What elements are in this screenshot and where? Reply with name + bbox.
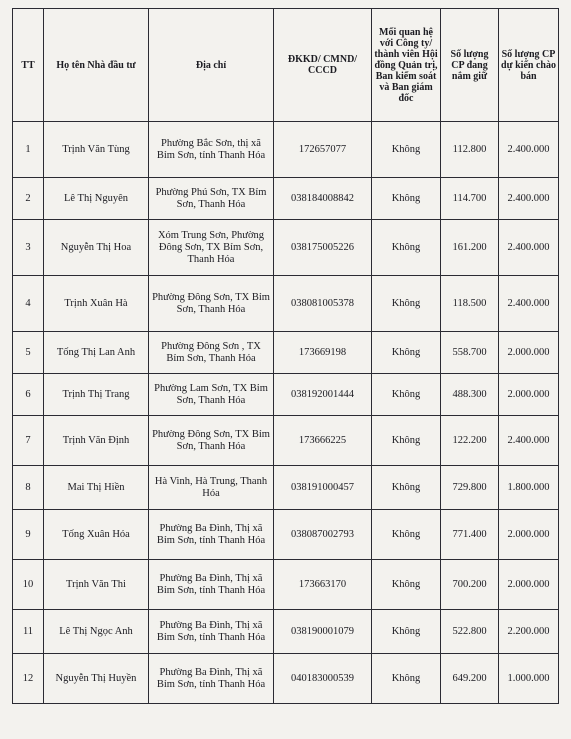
investor-name: Trịnh Văn Thi bbox=[44, 560, 149, 610]
id-number: 173663170 bbox=[274, 560, 372, 610]
relation: Không bbox=[372, 510, 441, 560]
investor-address: Phường Lam Sơn, TX Bỉm Sơn, Thanh Hóa bbox=[149, 374, 274, 416]
id-number: 040183000539 bbox=[274, 654, 372, 704]
row-number: 11 bbox=[13, 610, 44, 654]
shares-held: 700.200 bbox=[441, 560, 499, 610]
table-row bbox=[13, 276, 559, 332]
shares-offered: 2.000.000 bbox=[499, 510, 559, 560]
investor-name: Trịnh Thị Trang bbox=[44, 374, 149, 416]
table-header-row bbox=[13, 9, 559, 122]
shares-offered: 2.200.000 bbox=[499, 610, 559, 654]
investor-address: Phường Ba Đình, Thị xã Bỉm Sơn, tỉnh Thanh Hóa bbox=[149, 654, 274, 704]
header-relation: Mối quan hệ với Công ty/ thành viên Hội đồng Quản trị, Ban kiểm soát và Ban giám đốc bbox=[372, 9, 441, 122]
investor-address: Phường Đông Sơn, TX Bỉm Sơn, Thanh Hóa bbox=[149, 276, 274, 332]
id-number: 172657077 bbox=[274, 122, 372, 178]
shares-offered: 1.000.000 bbox=[499, 654, 559, 704]
table-row bbox=[13, 220, 559, 276]
table-row bbox=[13, 560, 559, 610]
shares-held: 558.700 bbox=[441, 332, 499, 374]
table-row bbox=[13, 466, 559, 510]
investor-address: Phường Bắc Sơn, thị xã Bỉm Sơn, tỉnh Thanh Hóa bbox=[149, 122, 274, 178]
table-row bbox=[13, 374, 559, 416]
investor-address: Phường Ba Đình, Thị xã Bỉm Sơn, tỉnh Thanh Hóa bbox=[149, 510, 274, 560]
shares-offered: 2.400.000 bbox=[499, 178, 559, 220]
investor-name: Trịnh Văn Định bbox=[44, 416, 149, 466]
shares-offered: 2.400.000 bbox=[499, 122, 559, 178]
investor-name: Mai Thị Hiền bbox=[44, 466, 149, 510]
relation: Không bbox=[372, 560, 441, 610]
shares-offered: 2.000.000 bbox=[499, 332, 559, 374]
investor-name: Nguyễn Thị Hoa bbox=[44, 220, 149, 276]
investor-address: Phường Phú Sơn, TX Bỉm Sơn, Thanh Hóa bbox=[149, 178, 274, 220]
investor-address: Phường Đông Sơn, TX Bỉm Sơn, Thanh Hóa bbox=[149, 416, 274, 466]
row-number: 7 bbox=[13, 416, 44, 466]
shares-held: 729.800 bbox=[441, 466, 499, 510]
shares-held: 649.200 bbox=[441, 654, 499, 704]
investor-address: Hà Vinh, Hà Trung, Thanh Hóa bbox=[149, 466, 274, 510]
relation: Không bbox=[372, 610, 441, 654]
relation: Không bbox=[372, 178, 441, 220]
relation: Không bbox=[372, 654, 441, 704]
investor-table bbox=[12, 8, 559, 704]
table-row bbox=[13, 416, 559, 466]
investor-address: Phường Ba Đình, Thị xã Bỉm Sơn, tỉnh Thanh Hóa bbox=[149, 560, 274, 610]
investor-name: Trịnh Xuân Hà bbox=[44, 276, 149, 332]
shares-offered: 2.000.000 bbox=[499, 374, 559, 416]
table-row bbox=[13, 654, 559, 704]
id-number: 038184008842 bbox=[274, 178, 372, 220]
id-number: 173666225 bbox=[274, 416, 372, 466]
shares-offered: 2.400.000 bbox=[499, 276, 559, 332]
header-tt: TT bbox=[13, 9, 44, 122]
id-number: 038087002793 bbox=[274, 510, 372, 560]
row-number: 2 bbox=[13, 178, 44, 220]
shares-held: 161.200 bbox=[441, 220, 499, 276]
table-row bbox=[13, 510, 559, 560]
table-row bbox=[13, 122, 559, 178]
shares-offered: 2.400.000 bbox=[499, 416, 559, 466]
investor-name: Nguyễn Thị Huyền bbox=[44, 654, 149, 704]
relation: Không bbox=[372, 220, 441, 276]
header-shares-held: Số lượng CP đang nắm giữ bbox=[441, 9, 499, 122]
row-number: 12 bbox=[13, 654, 44, 704]
relation: Không bbox=[372, 416, 441, 466]
header-address: Địa chỉ bbox=[149, 9, 274, 122]
shares-held: 114.700 bbox=[441, 178, 499, 220]
relation: Không bbox=[372, 466, 441, 510]
shares-held: 488.300 bbox=[441, 374, 499, 416]
shares-held: 522.800 bbox=[441, 610, 499, 654]
row-number: 1 bbox=[13, 122, 44, 178]
shares-held: 118.500 bbox=[441, 276, 499, 332]
relation: Không bbox=[372, 332, 441, 374]
id-number: 038190001079 bbox=[274, 610, 372, 654]
row-number: 3 bbox=[13, 220, 44, 276]
investor-name: Lê Thị Nguyên bbox=[44, 178, 149, 220]
id-number: 038191000457 bbox=[274, 466, 372, 510]
table-row bbox=[13, 610, 559, 654]
header-id: ĐKKD/ CMND/ CCCD bbox=[274, 9, 372, 122]
row-number: 5 bbox=[13, 332, 44, 374]
id-number: 038192001444 bbox=[274, 374, 372, 416]
shares-held: 771.400 bbox=[441, 510, 499, 560]
investor-address: Xóm Trung Sơn, Phường Đông Sơn, TX Bỉm Sơn, Thanh Hóa bbox=[149, 220, 274, 276]
id-number: 038175005226 bbox=[274, 220, 372, 276]
relation: Không bbox=[372, 276, 441, 332]
investor-name: Tống Xuân Hóa bbox=[44, 510, 149, 560]
shares-held: 122.200 bbox=[441, 416, 499, 466]
relation: Không bbox=[372, 374, 441, 416]
table-row bbox=[13, 178, 559, 220]
investor-name: Lê Thị Ngọc Anh bbox=[44, 610, 149, 654]
row-number: 10 bbox=[13, 560, 44, 610]
investor-address: Phường Ba Đình, Thị xã Bỉm Sơn, tỉnh Thanh Hóa bbox=[149, 610, 274, 654]
investor-name: Trịnh Văn Tùng bbox=[44, 122, 149, 178]
row-number: 8 bbox=[13, 466, 44, 510]
row-number: 9 bbox=[13, 510, 44, 560]
row-number: 4 bbox=[13, 276, 44, 332]
relation: Không bbox=[372, 122, 441, 178]
shares-offered: 2.000.000 bbox=[499, 560, 559, 610]
header-name: Họ tên Nhà đầu tư bbox=[44, 9, 149, 122]
id-number: 173669198 bbox=[274, 332, 372, 374]
shares-offered: 2.400.000 bbox=[499, 220, 559, 276]
investor-name: Tống Thị Lan Anh bbox=[44, 332, 149, 374]
header-shares-offered: Số lượng CP dự kiến chào bán bbox=[499, 9, 559, 122]
investor-address: Phường Đông Sơn , TX Bỉm Sơn, Thanh Hóa bbox=[149, 332, 274, 374]
shares-offered: 1.800.000 bbox=[499, 466, 559, 510]
row-number: 6 bbox=[13, 374, 44, 416]
table-row bbox=[13, 332, 559, 374]
shares-held: 112.800 bbox=[441, 122, 499, 178]
id-number: 038081005378 bbox=[274, 276, 372, 332]
